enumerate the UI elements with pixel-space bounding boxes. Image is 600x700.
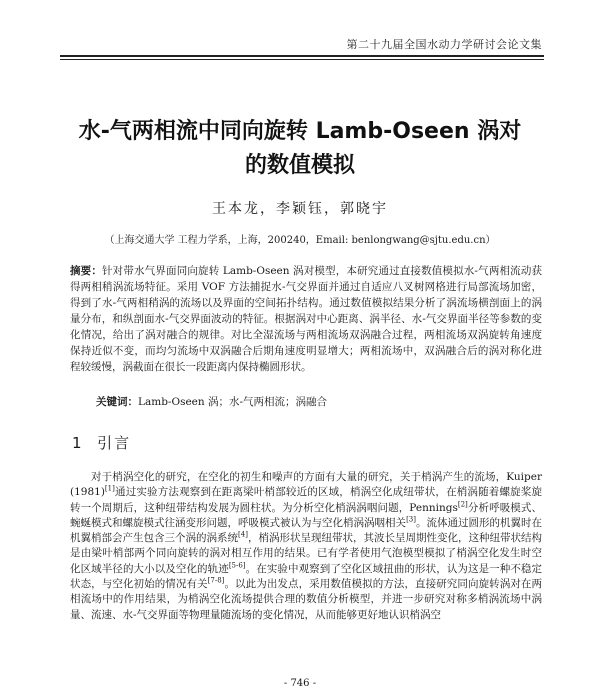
running-header: 第二十九届全国水动力学研讨会论文集 (346, 38, 542, 51)
body-paragraph (70, 470, 542, 623)
section-number: 1 (72, 434, 84, 452)
affiliation: （上海交通大学 工程力学系，上海，200240，Email: benlongwang@sjtu.edu.cn） (104, 235, 496, 246)
header-rule-thin (60, 59, 544, 60)
citation: [5-6] (228, 561, 246, 570)
body-text-segment: ，梢涡形状呈现纽带状，其波长呈周期性变化，这种纽带状结构是由梁叶梢部两个同向旋转的涡对相互作用的结果。已有学者使用气泡模型模拟了梢涡空化发生时空化区域半径的大小以及空化的轨迹 (70, 532, 543, 575)
citation: [7-8] (207, 576, 225, 585)
paper-title-line1: 水-气两相流中同向旋转 Lamb-Oseen 涡对 (78, 119, 522, 144)
keywords-label: 关键词： (96, 396, 138, 408)
body-text-segment: 通过实验方法观察到在距离梁叶梢部较近的区域，梢涡空化成纽带状，在梢涡随着螺旋桨旋转一个周期后，这种纽带结构发展为圆柱状。为分析空化梢涡涡咽问题，Pennings (70, 486, 542, 514)
citation: [2] (457, 500, 468, 509)
abstract-label: 摘要： (70, 265, 103, 277)
body-text-segment: 。流体通过圆形的机翼时在机翼梢部会产生包含三个涡的涡系统 (70, 516, 543, 545)
abstract-text: 针对带水气界面同向旋转 Lamb-Oseen 涡对模型，本研究通过直接数值模拟水-气两相流动获得两相稍涡流场特征。采用 VOF 方法捕捉水-气交界面并通过自适应八叉树网格进行局部流场加密，得到了水-气两相稍涡的流场以及界面的空间拓扑结构。通过数值模拟结果分析了涡流场横剖面上的涡量分布，和纵剖面水-气交界面波动的特征。根据涡对中心距离、涡半径、水-气交界面半径等参数的变化情况，给出了涡对融合的规律。对比全湿流场与两相流场双涡融合过程，两相流场双涡旋转角速度保持近似不变，而均匀流场中双涡融合后期角速度明显增大；两相流场中，双涡融合后的涡对称化进程较缓慢，涡截面在很长一段距离内保持椭圆形状。 (70, 265, 542, 373)
body-text-segment: 。以此为出发点，采用数值模拟的方法，直接研究同向旋转涡对在两相流场中的作用结果，为梢涡空化流场提供合理的数值分析模型，并进一步研究对称多梢涡流场中涡量、流速、水-气交界面等物理量随流场的变化情况，从而能够更好地认识梢涡空 (70, 578, 543, 621)
body-text-segment: 对于梢涡空化的研究，在空化的初生和噪声的方面有大量的研究，关于梢涡产生的流场，Kuiper (1981) (70, 471, 542, 499)
abstract (70, 263, 542, 375)
authors: 王本龙，李颖钰，郭晓宇 (212, 201, 388, 217)
section-title: 引言 (97, 434, 132, 452)
page-number: - 746 - (283, 678, 317, 689)
citation: [4] (238, 530, 248, 539)
body-text-segment: 分析呼吸模式、蜿蜒模式和螺旋模式往涵变形问题，呼吸模式被认为与空化梢涡涡咽相关 (70, 501, 543, 529)
body-text (70, 470, 542, 623)
paper-title-line2: 的数值模拟 (244, 153, 355, 178)
section-heading (72, 432, 131, 453)
body-text-segment: 。在实验中观察到了空化区域扭曲的形状，认为这是一种不稳定状态，与空化初始的情况有关 (70, 562, 543, 591)
citation: [1] (104, 484, 115, 493)
keywords-text: Lamb-Oseen 涡；水-气两相流；涡融合 (138, 396, 328, 408)
keywords (96, 394, 546, 409)
citation: [3] (406, 515, 416, 524)
header-rule (60, 55, 544, 57)
